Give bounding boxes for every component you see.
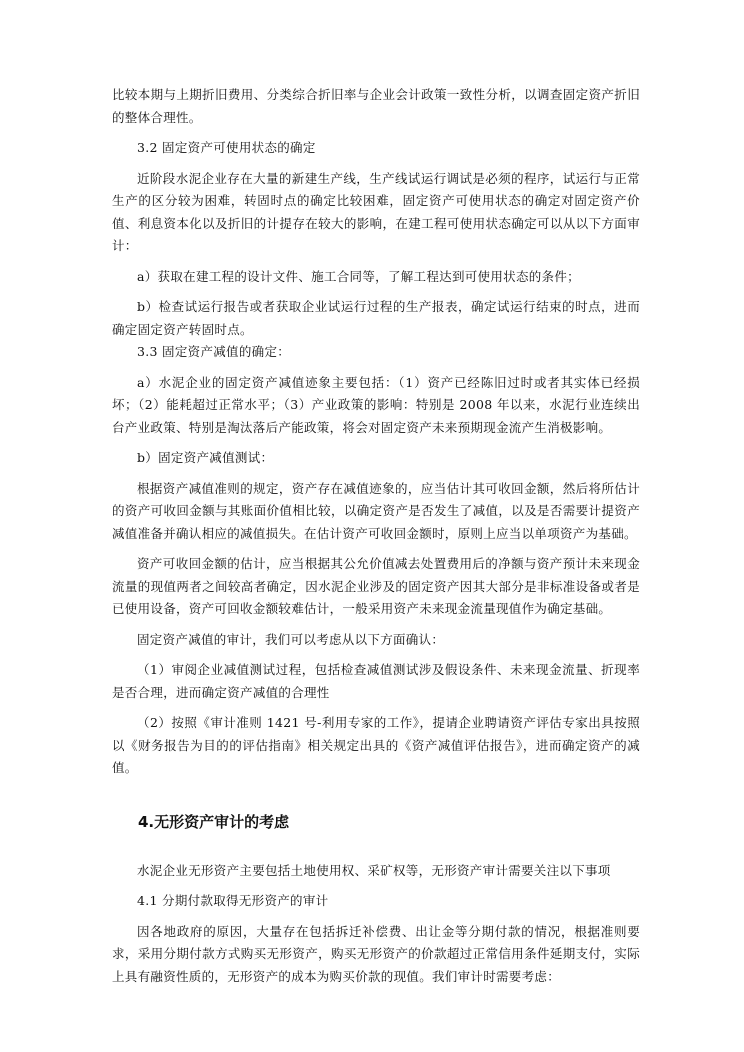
paragraph-impairment-standard: 根据资产减值准则的规定，资产存在减值迹象的，应当估计其可收回金额，然后将所估计的资产可收回金额与其账面价值相比较，以确定资产是否发生了减值，以及是否需要计提资产减值准备并确认相应的减值损失。在估计资产可收回金额时，原则上应当以单项资产为基础。 (112, 480, 640, 541)
paragraph-recoverable-amount: 资产可收回金额的估计，应当根据其公允价值减去处置费用后的净额与资产预计未来现金流量的现值两者之间较高者确定，因水泥企业涉及的固定资产因其大部分是非标准设备或者是已使用设备，资产可回收金额较难估计，一般采用资产未来现金流量现值作为确定基础。 (112, 556, 640, 616)
subheading-3-3: 3.3 固定资产减值的确定： (137, 344, 291, 359)
list-item-b-check-trial-run: b）检查试运行报告或者获取企业试运行过程的生产报表，确定试运行结束的时点，进而确定固定资产转固时点。 (112, 299, 640, 337)
subheading-3-2: 3.2 固定资产可使用状态的确定 (137, 140, 316, 155)
paragraph-installment-payments: 因各地政府的原因，大量存在包括拆迁补偿费、出让金等分期付款的情况，根据准则要求，采用分期付款方式购买无形资产，购买无形资产的价款超过正常信用条件延期支付，实际上具有融资性质的，无形资产的成本为购买价款的现值。我们审计时需要考虑： (112, 923, 640, 984)
subheading-4-1: 4.1 分期付款取得无形资产的审计 (137, 893, 329, 908)
paragraph-depreciation-analysis: 比较本期与上期折旧费用、分类综合折旧率与企业会计政策一致性分析，以调查固定资产折旧的整体合理性。 (112, 87, 640, 125)
paragraph-intangible-assets: 水泥企业无形资产主要包括土地使用权、采矿权等，无形资产审计需要关注以下事项 (137, 862, 611, 878)
paragraph-impairment-audit: 固定资产减值的审计，我们可以考虑从以下方面确认： (137, 631, 445, 647)
list-item-1-review-test: （1）审阅企业减值测试过程，包括检查减值测试涉及假设条件、未来现金流量、折现率是否合理，进而确定资产减值的合理性 (112, 662, 640, 700)
paragraph-usable-state: 近阶段水泥企业存在大量的新建生产线，生产线试运行调试是必须的程序，试运行与正常生产的区分较为困难，转固时点的确定比较困难，固定资产可使用状态的确定对固定资产价值、利息资本化以及折旧的计提存在较大的影响，在建工程可使用状态确定可以从以下方面审计： (112, 170, 640, 253)
list-item-a-obtain-documents: a）获取在建工程的设计文件、施工合同等，了解工程达到可使用状态的条件； (137, 268, 580, 284)
list-item-b-impairment-test: b）固定资产减值测试： (137, 450, 274, 465)
section-4-heading: 4.无形资产审计的考虑 (138, 812, 290, 831)
list-item-2-expert-work: （2）按照《审计准则 1421 号-利用专家的工作》，提请企业聘请资产评估专家出具按照以《财务报告为目的的评估指南》相关规定出具的《资产减值评估报告》，进而确定资产的减值。 (112, 715, 640, 775)
list-item-a-impairment-indicators: a）水泥企业的固定资产减值迹象主要包括：（1）资产已经陈旧过时或者其实体已经损坏；（2）能耗超过正常水平；（3）产业政策的影响：特别是 2008 年以来，水泥行业连续出台产业政策、特别是淘汰落后产能政策，将会对固定资产未来预期现金流产生消极影响。 (112, 374, 640, 435)
document-body (112, 84, 640, 988)
